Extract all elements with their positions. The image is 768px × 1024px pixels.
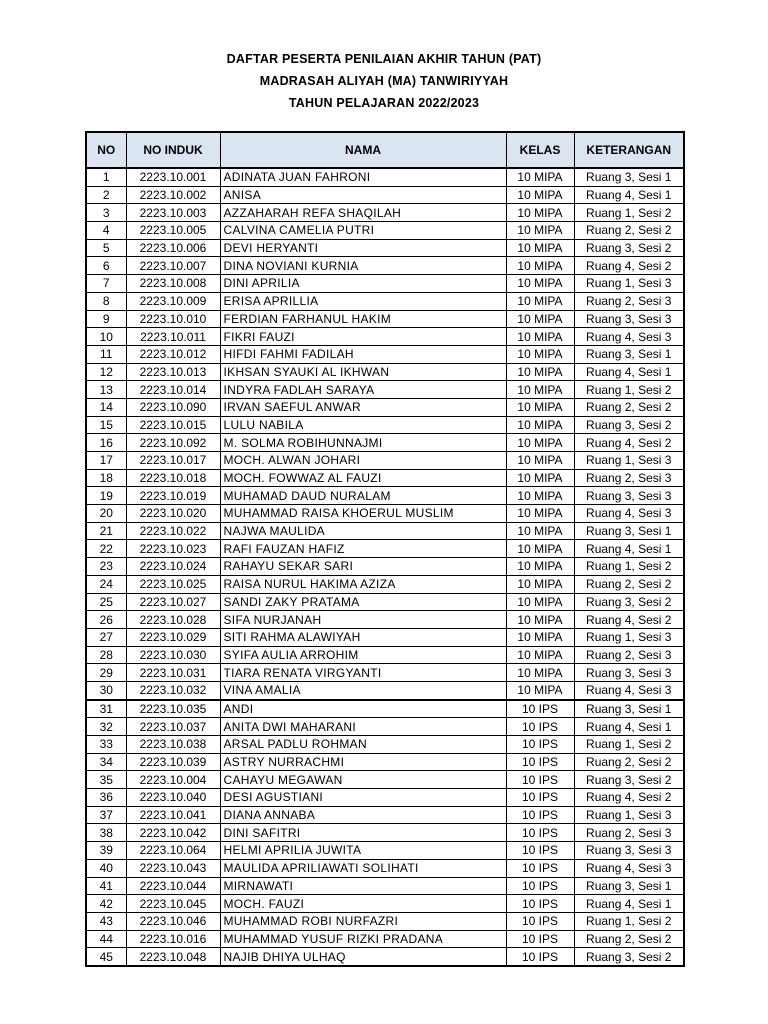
cell-no-induk: 2223.10.046 <box>126 912 220 930</box>
cell-keterangan: Ruang 4, Sesi 1 <box>574 895 684 913</box>
table-row <box>86 877 684 895</box>
cell-nama: MUHAMMAD YUSUF RIZKI PRADANA <box>220 930 506 948</box>
cell-kelas: 10 MIPA <box>506 522 574 540</box>
cell-no: 35 <box>86 771 126 789</box>
cell-no-induk: 2223.10.031 <box>126 664 220 682</box>
cell-no: 30 <box>86 681 126 699</box>
cell-kelas: 10 MIPA <box>506 664 574 682</box>
table-row <box>86 487 684 505</box>
cell-keterangan: Ruang 4, Sesi 2 <box>574 611 684 629</box>
cell-no: 9 <box>86 310 126 328</box>
cell-kelas: 10 MIPA <box>506 381 574 399</box>
table-row <box>86 469 684 487</box>
cell-kelas: 10 IPS <box>506 912 574 930</box>
cell-no: 27 <box>86 628 126 646</box>
cell-kelas: 10 MIPA <box>506 628 574 646</box>
table-row <box>86 806 684 824</box>
cell-kelas: 10 IPS <box>506 736 574 754</box>
cell-no: 11 <box>86 345 126 363</box>
table-row <box>86 381 684 399</box>
cell-no-induk: 2223.10.020 <box>126 505 220 523</box>
table-row <box>86 505 684 523</box>
participant-table <box>85 131 685 967</box>
cell-kelas: 10 MIPA <box>506 540 574 558</box>
cell-nama: MOCH. ALWAN JOHARI <box>220 452 506 470</box>
cell-no: 10 <box>86 328 126 346</box>
cell-no: 33 <box>86 736 126 754</box>
cell-nama: FERDIAN FARHANUL HAKIM <box>220 310 506 328</box>
school-name: MADRASAH ALIYAH (MA) TANWIRIYYAH <box>259 74 509 88</box>
cell-nama: MOCH. FAUZI <box>220 895 506 913</box>
academic-year: TAHUN PELAJARAN 2022/2023 <box>288 96 480 110</box>
cell-no: 40 <box>86 859 126 877</box>
cell-no: 29 <box>86 664 126 682</box>
cell-keterangan: Ruang 3, Sesi 2 <box>574 593 684 611</box>
table-row <box>86 628 684 646</box>
table-row <box>86 575 684 593</box>
cell-keterangan: Ruang 1, Sesi 2 <box>574 912 684 930</box>
cell-keterangan: Ruang 2, Sesi 2 <box>574 222 684 240</box>
cell-no: 20 <box>86 505 126 523</box>
cell-keterangan: Ruang 2, Sesi 2 <box>574 753 684 771</box>
cell-keterangan: Ruang 1, Sesi 2 <box>574 558 684 576</box>
cell-no-induk: 2223.10.012 <box>126 345 220 363</box>
cell-keterangan: Ruang 1, Sesi 2 <box>574 736 684 754</box>
cell-no-induk: 2223.10.038 <box>126 736 220 754</box>
table-row <box>86 398 684 416</box>
cell-nama: ARSAL PADLU ROHMAN <box>220 736 506 754</box>
cell-nama: MAULIDA APRILIAWATI SOLIHATI <box>220 859 506 877</box>
cell-kelas: 10 MIPA <box>506 575 574 593</box>
cell-kelas: 10 IPS <box>506 806 574 824</box>
cell-kelas: 10 MIPA <box>506 292 574 310</box>
cell-keterangan: Ruang 1, Sesi 3 <box>574 275 684 293</box>
cell-no: 21 <box>86 522 126 540</box>
cell-kelas: 10 IPS <box>506 930 574 948</box>
cell-kelas: 10 MIPA <box>506 310 574 328</box>
cell-no-induk: 2223.10.013 <box>126 363 220 381</box>
cell-nama: RAFI FAUZAN HAFIZ <box>220 540 506 558</box>
cell-keterangan: Ruang 3, Sesi 3 <box>574 487 684 505</box>
cell-kelas: 10 MIPA <box>506 398 574 416</box>
cell-nama: LULU NABILA <box>220 416 506 434</box>
cell-keterangan: Ruang 3, Sesi 3 <box>574 842 684 860</box>
cell-no-induk: 2223.10.018 <box>126 469 220 487</box>
cell-kelas: 10 MIPA <box>506 328 574 346</box>
cell-nama: SYIFA AULIA ARROHIM <box>220 646 506 664</box>
cell-no-induk: 2223.10.029 <box>126 628 220 646</box>
cell-no-induk: 2223.10.025 <box>126 575 220 593</box>
cell-nama: RAISA NURUL HAKIMA AZIZA <box>220 575 506 593</box>
cell-no-induk: 2223.10.015 <box>126 416 220 434</box>
table-row <box>86 168 684 186</box>
cell-no-induk: 2223.10.039 <box>126 753 220 771</box>
cell-kelas: 10 MIPA <box>506 452 574 470</box>
cell-keterangan: Ruang 3, Sesi 1 <box>574 877 684 895</box>
table-row <box>86 948 684 966</box>
cell-kelas: 10 IPS <box>506 824 574 842</box>
cell-kelas: 10 MIPA <box>506 204 574 222</box>
table-row <box>86 345 684 363</box>
col-header-kelas: KELAS <box>506 132 574 168</box>
cell-keterangan: Ruang 1, Sesi 2 <box>574 381 684 399</box>
table-row <box>86 895 684 913</box>
cell-keterangan: Ruang 1, Sesi 3 <box>574 806 684 824</box>
cell-keterangan: Ruang 3, Sesi 1 <box>574 522 684 540</box>
table-row <box>86 257 684 275</box>
cell-nama: SIFA NURJANAH <box>220 611 506 629</box>
cell-no: 24 <box>86 575 126 593</box>
cell-nama: ANDI <box>220 700 506 718</box>
cell-no: 42 <box>86 895 126 913</box>
cell-no-induk: 2223.10.011 <box>126 328 220 346</box>
col-header-no-induk: NO INDUK <box>126 132 220 168</box>
cell-no: 1 <box>86 168 126 186</box>
table-row <box>86 664 684 682</box>
cell-nama: IKHSAN SYAUKI AL IKHWAN <box>220 363 506 381</box>
cell-kelas: 10 MIPA <box>506 186 574 204</box>
cell-nama: CAHAYU MEGAWAN <box>220 771 506 789</box>
cell-no: 5 <box>86 239 126 257</box>
cell-no-induk: 2223.10.009 <box>126 292 220 310</box>
cell-keterangan: Ruang 3, Sesi 1 <box>574 345 684 363</box>
cell-no: 8 <box>86 292 126 310</box>
cell-kelas: 10 MIPA <box>506 275 574 293</box>
cell-no: 13 <box>86 381 126 399</box>
cell-keterangan: Ruang 4, Sesi 3 <box>574 328 684 346</box>
cell-nama: SITI RAHMA ALAWIYAH <box>220 628 506 646</box>
table-row <box>86 593 684 611</box>
cell-kelas: 10 MIPA <box>506 558 574 576</box>
cell-no-induk: 2223.10.030 <box>126 646 220 664</box>
cell-nama: ANISA <box>220 186 506 204</box>
col-header-nama: NAMA <box>220 132 506 168</box>
table-row <box>86 771 684 789</box>
cell-nama: INDYRA FADLAH SARAYA <box>220 381 506 399</box>
cell-nama: NAJIB DHIYA ULHAQ <box>220 948 506 966</box>
cell-no: 36 <box>86 789 126 807</box>
cell-no-induk: 2223.10.004 <box>126 771 220 789</box>
cell-nama: ADINATA JUAN FAHRONI <box>220 168 506 186</box>
cell-no: 38 <box>86 824 126 842</box>
cell-keterangan: Ruang 3, Sesi 1 <box>574 168 684 186</box>
cell-keterangan: Ruang 3, Sesi 3 <box>574 310 684 328</box>
cell-no: 32 <box>86 718 126 736</box>
cell-nama: AZZAHARAH REFA SHAQILAH <box>220 204 506 222</box>
cell-kelas: 10 MIPA <box>506 239 574 257</box>
cell-keterangan: Ruang 4, Sesi 1 <box>574 363 684 381</box>
table-row <box>86 416 684 434</box>
cell-nama: DEVI HERYANTI <box>220 239 506 257</box>
cell-nama: DINI APRILIA <box>220 275 506 293</box>
cell-no: 3 <box>86 204 126 222</box>
table-row <box>86 222 684 240</box>
table-row <box>86 363 684 381</box>
cell-keterangan: Ruang 4, Sesi 2 <box>574 434 684 452</box>
cell-nama: MUHAMAD DAUD NURALAM <box>220 487 506 505</box>
document-header <box>0 48 768 114</box>
cell-keterangan: Ruang 2, Sesi 3 <box>574 292 684 310</box>
cell-nama: ASTRY NURRACHMI <box>220 753 506 771</box>
cell-nama: FIKRI FAUZI <box>220 328 506 346</box>
cell-keterangan: Ruang 1, Sesi 3 <box>574 452 684 470</box>
cell-keterangan: Ruang 3, Sesi 2 <box>574 239 684 257</box>
cell-no-induk: 2223.10.040 <box>126 789 220 807</box>
cell-no: 44 <box>86 930 126 948</box>
cell-nama: MOCH. FOWWAZ AL FAUZI <box>220 469 506 487</box>
table-row <box>86 328 684 346</box>
cell-keterangan: Ruang 1, Sesi 3 <box>574 628 684 646</box>
cell-keterangan: Ruang 2, Sesi 2 <box>574 398 684 416</box>
cell-nama: ANITA DWI MAHARANI <box>220 718 506 736</box>
cell-keterangan: Ruang 2, Sesi 2 <box>574 575 684 593</box>
cell-no-induk: 2223.10.028 <box>126 611 220 629</box>
cell-keterangan: Ruang 4, Sesi 1 <box>574 718 684 736</box>
cell-kelas: 10 MIPA <box>506 611 574 629</box>
cell-kelas: 10 MIPA <box>506 505 574 523</box>
table-row <box>86 912 684 930</box>
cell-kelas: 10 MIPA <box>506 646 574 664</box>
table-row <box>86 753 684 771</box>
table-row <box>86 558 684 576</box>
cell-no-induk: 2223.10.017 <box>126 452 220 470</box>
cell-no: 25 <box>86 593 126 611</box>
table-row <box>86 275 684 293</box>
cell-keterangan: Ruang 2, Sesi 3 <box>574 824 684 842</box>
cell-no: 34 <box>86 753 126 771</box>
cell-kelas: 10 MIPA <box>506 363 574 381</box>
cell-no: 31 <box>86 700 126 718</box>
cell-keterangan: Ruang 4, Sesi 3 <box>574 859 684 877</box>
cell-keterangan: Ruang 1, Sesi 2 <box>574 204 684 222</box>
table-row <box>86 540 684 558</box>
cell-kelas: 10 IPS <box>506 948 574 966</box>
cell-no-induk: 2223.10.048 <box>126 948 220 966</box>
cell-keterangan: Ruang 3, Sesi 2 <box>574 771 684 789</box>
table-row <box>86 700 684 718</box>
cell-keterangan: Ruang 2, Sesi 3 <box>574 646 684 664</box>
cell-no: 23 <box>86 558 126 576</box>
table-row <box>86 434 684 452</box>
table-row <box>86 859 684 877</box>
cell-no: 28 <box>86 646 126 664</box>
cell-no: 4 <box>86 222 126 240</box>
cell-no-induk: 2223.10.045 <box>126 895 220 913</box>
cell-keterangan: Ruang 3, Sesi 3 <box>574 664 684 682</box>
cell-keterangan: Ruang 3, Sesi 2 <box>574 948 684 966</box>
cell-no: 43 <box>86 912 126 930</box>
cell-keterangan: Ruang 4, Sesi 3 <box>574 505 684 523</box>
table-row <box>86 611 684 629</box>
table-row <box>86 789 684 807</box>
document-title: DAFTAR PESERTA PENILAIAN AKHIR TAHUN (PAT) <box>226 52 542 66</box>
cell-no-induk: 2223.10.042 <box>126 824 220 842</box>
cell-no: 45 <box>86 948 126 966</box>
cell-no-induk: 2223.10.002 <box>126 186 220 204</box>
cell-no-induk: 2223.10.032 <box>126 681 220 699</box>
cell-no-induk: 2223.10.014 <box>126 381 220 399</box>
cell-no-induk: 2223.10.006 <box>126 239 220 257</box>
cell-kelas: 10 IPS <box>506 718 574 736</box>
cell-keterangan: Ruang 4, Sesi 2 <box>574 789 684 807</box>
cell-no-induk: 2223.10.019 <box>126 487 220 505</box>
cell-keterangan: Ruang 4, Sesi 3 <box>574 681 684 699</box>
col-header-keterangan: KETERANGAN <box>574 132 684 168</box>
table-row <box>86 522 684 540</box>
cell-no: 26 <box>86 611 126 629</box>
cell-nama: DESI AGUSTIANI <box>220 789 506 807</box>
cell-no-induk: 2223.10.044 <box>126 877 220 895</box>
table-row <box>86 239 684 257</box>
table-row <box>86 292 684 310</box>
cell-nama: CALVINA CAMELIA PUTRI <box>220 222 506 240</box>
table-row <box>86 930 684 948</box>
cell-no: 19 <box>86 487 126 505</box>
cell-nama: DIANA ANNABA <box>220 806 506 824</box>
cell-nama: MUHAMMAD RAISA KHOERUL MUSLIM <box>220 505 506 523</box>
cell-no-induk: 2223.10.022 <box>126 522 220 540</box>
cell-kelas: 10 MIPA <box>506 487 574 505</box>
cell-no-induk: 2223.10.027 <box>126 593 220 611</box>
cell-nama: IRVAN SAEFUL ANWAR <box>220 398 506 416</box>
table-row <box>86 310 684 328</box>
cell-nama: M. SOLMA ROBIHUNNAJMI <box>220 434 506 452</box>
cell-no: 39 <box>86 842 126 860</box>
cell-keterangan: Ruang 4, Sesi 1 <box>574 186 684 204</box>
table-header-row <box>86 132 684 168</box>
cell-nama: HIFDI FAHMI FADILAH <box>220 345 506 363</box>
cell-no: 37 <box>86 806 126 824</box>
cell-nama: MUHAMMAD ROBI NURFAZRI <box>220 912 506 930</box>
table-row <box>86 842 684 860</box>
table-row <box>86 646 684 664</box>
table-row <box>86 452 684 470</box>
cell-kelas: 10 MIPA <box>506 345 574 363</box>
cell-keterangan: Ruang 3, Sesi 1 <box>574 700 684 718</box>
cell-no-induk: 2223.10.016 <box>126 930 220 948</box>
table-row <box>86 718 684 736</box>
cell-kelas: 10 IPS <box>506 842 574 860</box>
cell-kelas: 10 MIPA <box>506 416 574 434</box>
cell-keterangan: Ruang 3, Sesi 2 <box>574 416 684 434</box>
cell-no: 16 <box>86 434 126 452</box>
cell-kelas: 10 MIPA <box>506 593 574 611</box>
cell-no: 12 <box>86 363 126 381</box>
cell-nama: HELMI APRILIA JUWITA <box>220 842 506 860</box>
cell-keterangan: Ruang 4, Sesi 1 <box>574 540 684 558</box>
cell-kelas: 10 MIPA <box>506 222 574 240</box>
cell-kelas: 10 MIPA <box>506 469 574 487</box>
cell-nama: RAHAYU SEKAR SARI <box>220 558 506 576</box>
cell-no: 6 <box>86 257 126 275</box>
cell-no-induk: 2223.10.092 <box>126 434 220 452</box>
cell-no: 18 <box>86 469 126 487</box>
cell-no-induk: 2223.10.007 <box>126 257 220 275</box>
cell-no-induk: 2223.10.008 <box>126 275 220 293</box>
cell-nama: DINI SAFITRI <box>220 824 506 842</box>
cell-no-induk: 2223.10.023 <box>126 540 220 558</box>
cell-no: 14 <box>86 398 126 416</box>
cell-no-induk: 2223.10.041 <box>126 806 220 824</box>
cell-kelas: 10 MIPA <box>506 681 574 699</box>
cell-no-induk: 2223.10.035 <box>126 700 220 718</box>
table-row <box>86 736 684 754</box>
cell-kelas: 10 IPS <box>506 859 574 877</box>
col-header-no: NO <box>86 132 126 168</box>
cell-nama: DINA NOVIANI KURNIA <box>220 257 506 275</box>
cell-kelas: 10 IPS <box>506 753 574 771</box>
cell-kelas: 10 MIPA <box>506 257 574 275</box>
cell-no-induk: 2223.10.005 <box>126 222 220 240</box>
cell-no-induk: 2223.10.064 <box>126 842 220 860</box>
cell-no: 17 <box>86 452 126 470</box>
cell-keterangan: Ruang 4, Sesi 2 <box>574 257 684 275</box>
cell-no: 41 <box>86 877 126 895</box>
table-row <box>86 204 684 222</box>
cell-nama: ERISA APRILLIA <box>220 292 506 310</box>
table-row <box>86 186 684 204</box>
cell-no: 2 <box>86 186 126 204</box>
cell-no-induk: 2223.10.024 <box>126 558 220 576</box>
cell-no-induk: 2223.10.001 <box>126 168 220 186</box>
cell-keterangan: Ruang 2, Sesi 3 <box>574 469 684 487</box>
cell-no: 22 <box>86 540 126 558</box>
cell-no-induk: 2223.10.010 <box>126 310 220 328</box>
cell-no-induk: 2223.10.003 <box>126 204 220 222</box>
cell-keterangan: Ruang 2, Sesi 2 <box>574 930 684 948</box>
cell-nama: VINA AMALIA <box>220 681 506 699</box>
cell-nama: NAJWA MAULIDA <box>220 522 506 540</box>
cell-no-induk: 2223.10.037 <box>126 718 220 736</box>
cell-nama: MIRNAWATI <box>220 877 506 895</box>
cell-nama: SANDI ZAKY PRATAMA <box>220 593 506 611</box>
table-row <box>86 681 684 699</box>
cell-no-induk: 2223.10.090 <box>126 398 220 416</box>
cell-kelas: 10 IPS <box>506 877 574 895</box>
cell-no: 7 <box>86 275 126 293</box>
cell-nama: TIARA RENATA VIRGYANTI <box>220 664 506 682</box>
cell-kelas: 10 MIPA <box>506 434 574 452</box>
table-body <box>86 168 684 966</box>
cell-no-induk: 2223.10.043 <box>126 859 220 877</box>
cell-kelas: 10 IPS <box>506 700 574 718</box>
table-row <box>86 824 684 842</box>
cell-kelas: 10 IPS <box>506 771 574 789</box>
cell-no: 15 <box>86 416 126 434</box>
cell-kelas: 10 MIPA <box>506 168 574 186</box>
cell-kelas: 10 IPS <box>506 789 574 807</box>
cell-kelas: 10 IPS <box>506 895 574 913</box>
